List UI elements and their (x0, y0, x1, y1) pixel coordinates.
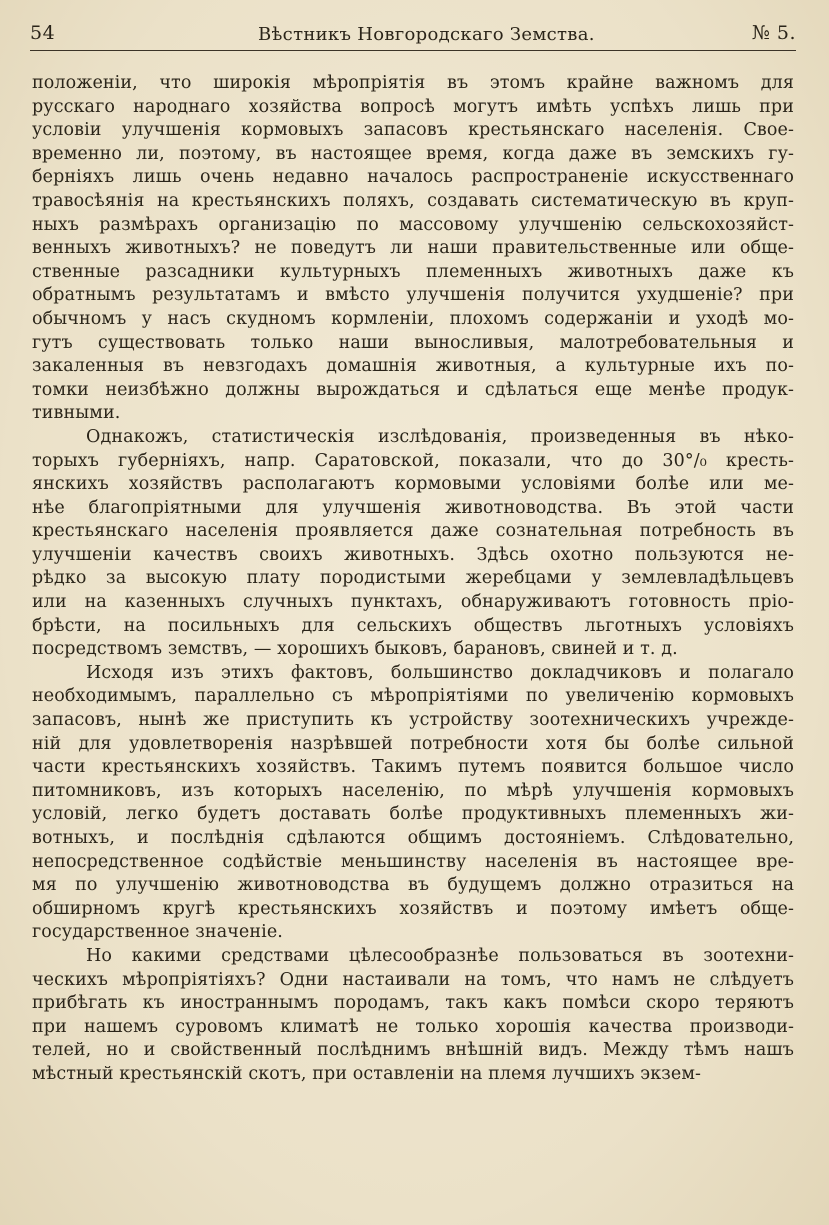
text-line: Однакожъ, статистическія изслѣдованія, произведенныя въ нѣко- (86, 426, 794, 447)
text-line: русскаго народнаго хозяйства вопросѣ могутъ имѣть успѣхъ лишь при (32, 96, 794, 117)
text-line: посредствомъ земствъ, — хорошихъ быковъ, барановъ, свиней и т. д. (32, 639, 678, 660)
text-line: обратнымъ результатамъ и вмѣсто улучшенія получится ухудшеніе? при (32, 285, 794, 306)
text-line: мѣстный крестьянскій скотъ, при оставленіи на племя лучшихъ экзем- (32, 1063, 702, 1084)
text-line: или на казенныхъ случныхъ пунктахъ, обнаруживаютъ готовность пріо- (32, 592, 794, 613)
text-line: непосредственное содѣйствіе меньшинству населенія въ настоящее вре- (32, 851, 794, 872)
text-line: обычномъ у насъ скудномъ кормленіи, плохомъ содержаніи и уходѣ мо- (32, 308, 794, 329)
text-line: временно ли, поэтому, въ настоящее время, когда даже въ земскихъ гу- (32, 143, 794, 164)
text-line: Исходя изъ этихъ фактовъ, большинство докладчиковъ и полагало (86, 662, 794, 683)
body-text (32, 72, 794, 1087)
text-line: при нашемъ суровомъ климатѣ не только хорошія качества производи- (32, 1016, 794, 1037)
text-line: травосѣянія на крестьянскихъ поляхъ, создавать систематическую въ круп- (32, 190, 794, 211)
running-header (30, 22, 796, 51)
text-line: условіи улучшенія кормовыхъ запасовъ крестьянскаго населенія. Свое- (32, 120, 794, 141)
text-line: гутъ существовать только наши выносливыя, малотребовательныя и (32, 332, 794, 353)
text-line: крестьянскаго населенія проявляется даже сознательная потребность въ (32, 521, 794, 542)
text-line: части крестьянскихъ хозяйствъ. Такимъ путемъ появится большое число (32, 757, 794, 778)
text-line: телей, но и свойственный послѣднимъ внѣшній видъ. Между тѣмъ нашъ (32, 1040, 794, 1061)
text-line: ственные разсадники культурныхъ племенныхъ животныхъ даже къ (32, 261, 794, 282)
text-line: ныхъ размѣрахъ организацію по массовому улучшенію сельскохозяйст- (32, 214, 794, 235)
text-line: брѣсти, на посильныхъ для сельскихъ обществъ льготныхъ условіяхъ (32, 615, 794, 636)
text-line: положеніи, что широкія мѣропріятія въ этомъ крайне важномъ для (32, 73, 794, 93)
text-line: тивными. (32, 403, 121, 424)
text-line: обширномъ кругѣ крестьянскихъ хозяйствъ и поэтому имѣетъ обще- (32, 898, 794, 919)
text-line: Но какими средствами цѣлесообразнѣе пользоваться въ зоотехни- (86, 945, 794, 966)
paragraph (32, 426, 794, 662)
text-line: нѣе благопріятными для улучшенія животноводства. Въ этой части (32, 497, 794, 518)
text-line: ній для удовлетворенія назрѣвшей потребности хотя бы болѣе сильной (32, 733, 794, 754)
text-line: питомниковъ, изъ которыхъ населенію, по мѣрѣ улучшенія кормовыхъ (32, 780, 794, 801)
text-line: рѣдко за высокую плату породистыми жеребцами у землевладѣльцевъ (32, 568, 794, 589)
paragraph (32, 72, 794, 426)
text-line: берніяхъ лишь очень недавно началось распространеніе искусственнаго (32, 167, 794, 188)
paragraph (32, 945, 794, 1087)
running-title: Вѣстникъ Новгородскаго Земства. (258, 24, 595, 45)
text-line: томки неизбѣжно должны вырождаться и сдѣлаться еще менѣе продук- (32, 379, 794, 400)
text-line: улучшеніи качествъ своихъ животныхъ. Здѣсь охотно пользуются не- (32, 544, 794, 565)
text-line: торыхъ губерніяхъ, напр. Саратовской, показали, что до 30°/₀ кресть- (32, 450, 794, 471)
text-line: условій, легко будетъ доставать болѣе продуктивныхъ племенныхъ жи- (32, 804, 794, 825)
text-line: вотныхъ, и послѣднія сдѣлаются общимъ достояніемъ. Слѣдовательно, (32, 828, 794, 848)
issue-number: № 5. (751, 22, 796, 44)
text-line: запасовъ, нынѣ же приступить къ устройству зоотехническихъ учрежде- (32, 710, 794, 731)
text-line: закаленныя въ невзгодахъ домашнія животныя, а культурные ихъ по- (32, 356, 794, 377)
text-line: прибѣгать къ иностраннымъ породамъ, такъ какъ помѣси скоро теряютъ (32, 993, 794, 1014)
paragraph (32, 662, 794, 945)
text-line: необходимымъ, параллельно съ мѣропріятіями по увеличенію кормовыхъ (32, 686, 794, 707)
text-line: мя по улучшенію животноводства въ будущемъ должно отразиться на (32, 875, 794, 896)
text-line: ческихъ мѣропріятіяхъ? Одни настаивали на томъ, что намъ не слѣдуетъ (32, 969, 794, 990)
text-line: государственное значеніе. (32, 922, 283, 943)
text-line: венныхъ животныхъ? не поведутъ ли наши правительственные или обще- (32, 238, 794, 259)
text-line: янскихъ хозяйствъ располагаютъ кормовыми условіями болѣе или ме- (32, 474, 794, 495)
page-number: 54 (30, 22, 56, 44)
